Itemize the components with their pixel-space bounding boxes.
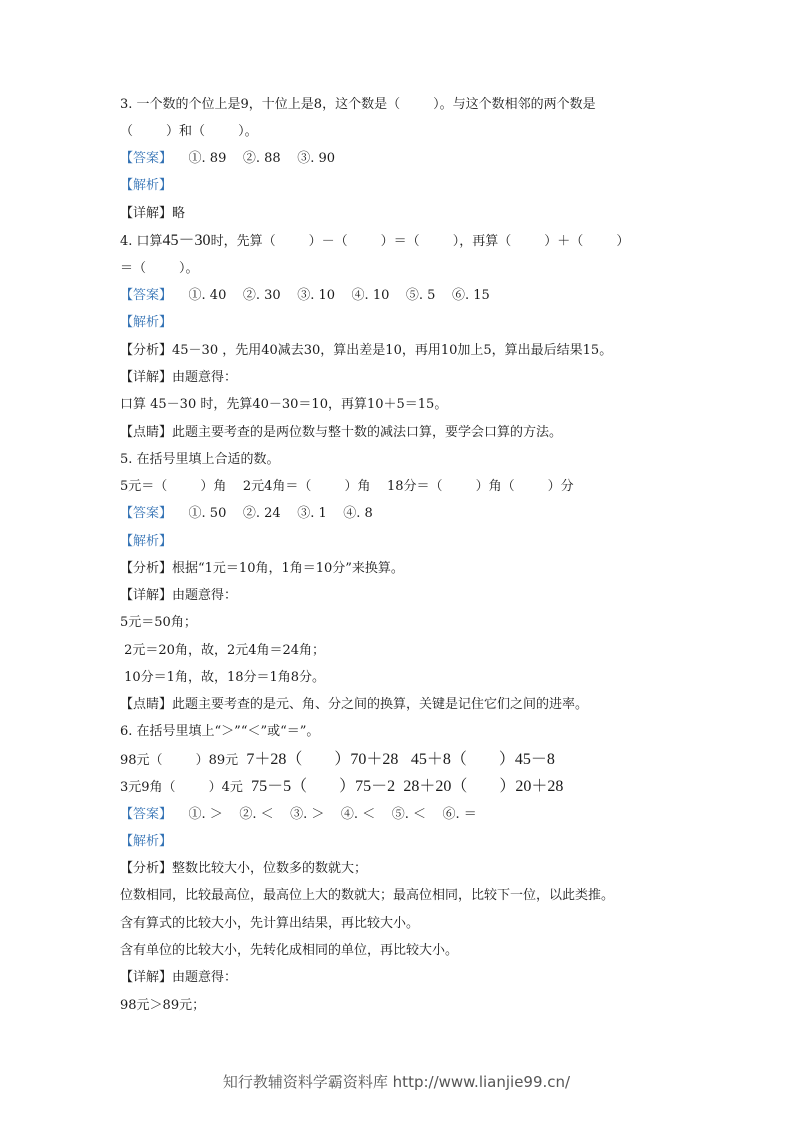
q6-calc-1: 98元＞89元； (120, 998, 206, 1013)
q5-calc-2: 2元＝20角，故，2元4角＝24角； (120, 643, 326, 658)
q6-item-5: 75－5（ ）75－2 (251, 778, 396, 795)
q5-answer (120, 505, 373, 523)
q6-fenxi-3: 含有算式的比较大小，先计算出结果，再比较大小。 (120, 916, 420, 931)
q6-analysis-tag: 【解析】 (120, 834, 173, 849)
q6-item-6: 28＋20（ ）20＋28 (403, 778, 564, 795)
q5-dianjing: 【点睛】此题主要考查的是元、角、分之间的换算，关键是记住它们之间的进率。 (120, 697, 589, 712)
q4-line-1 (120, 232, 629, 251)
q3-line-2: （ ）和（ ）。 (120, 124, 258, 139)
q4-prefix: 4. 口算 (120, 234, 163, 249)
q6-fenxi-2: 位数相同，比较最高位，最高位上大的数就大；最高位相同，比较下一位，以此类推。 (120, 888, 615, 903)
answer-values: ①. 89 ②. 88 ③. 90 (188, 151, 336, 166)
q4-answer (120, 287, 490, 305)
q6-item-2: 7＋28（ ）70＋28 (246, 751, 399, 768)
q5-xiangjie: 【详解】由题意得： (120, 588, 238, 603)
q4-suffix: 时，先算（ ）－（ ）＝（ ），再算（ ）＋（ ） (210, 234, 630, 249)
q4-analysis-tag: 【解析】 (120, 315, 173, 330)
q4-expression: 45－30 (162, 232, 211, 249)
q6-fenxi-4: 含有单位的比较大小，先转化成相同的单位，再比较大小。 (120, 943, 459, 958)
q4-fenxi: 【分析】45－30 ，先用40减去30，算出差是10，再用10加上5，算出最后结果15。 (120, 343, 613, 358)
q5-fenxi: 【分析】根据“1元＝10角，1角＝10分”来换算。 (120, 561, 404, 576)
answer-values: ①. 50 ②. 24 ③. 1 ④. 8 (188, 506, 373, 521)
q6-line-1: 6. 在括号里填上“＞”“＜”或“＝”。 (120, 724, 320, 739)
q6-answer (120, 806, 477, 824)
answer-values: ①. ＞ ②. ＜ ③. ＞ ④. ＜ ⑤. ＜ ⑥. ＝ (188, 807, 477, 822)
q5-analysis-tag: 【解析】 (120, 534, 173, 549)
q5-calc-3: 10分＝1角，故，18分＝1角8分。 (120, 670, 326, 685)
watermark-footer: 知行教辅资料学霸资料库 http://www.lianjie99.cn/ (222, 1073, 571, 1091)
answer-tag: 【答案】 (120, 506, 173, 521)
q3-answer (120, 150, 335, 168)
answer-tag: 【答案】 (120, 807, 173, 822)
q3-analysis-tag: 【解析】 (120, 178, 173, 193)
q6-xiangjie: 【详解】由题意得： (120, 970, 238, 985)
q5-line-2: 5元＝（ ）角 2元4角＝（ ）角 18分＝（ ）角（ ）分 (120, 479, 574, 494)
q4-calc: 口算 45－30 时，先算40－30＝10，再算10＋5＝15。 (120, 397, 448, 412)
q5-calc-1: 5元＝50角； (120, 615, 197, 630)
q6-row-1 (120, 751, 555, 770)
q6-item-3: 45＋8（ ）45－8 (410, 751, 555, 768)
q5-line-1: 5. 在括号里填上合适的数。 (120, 452, 280, 467)
q4-line-2: ＝（ ）。 (120, 261, 199, 276)
answer-tag: 【答案】 (120, 288, 173, 303)
q3-detail: 【详解】略 (120, 206, 186, 221)
q6-item-4: 3元9角（ ）4元 (120, 780, 243, 795)
q3-line-1: 3. 一个数的个位上是9，十位上是8，这个数是（ ）。与这个数相邻的两个数是 (120, 97, 596, 112)
q6-row-2 (120, 778, 563, 797)
q4-dianjing: 【点睛】此题主要考查的是两位数与整十数的减法口算，要学会口算的方法。 (120, 425, 563, 440)
q6-item-1: 98元（ ）89元 (120, 753, 239, 768)
q6-fenxi-1: 【分析】整数比较大小，位数多的数就大； (120, 861, 368, 876)
answer-tag: 【答案】 (120, 151, 173, 166)
q4-xiangjie: 【详解】由题意得： (120, 370, 238, 385)
answer-values: ①. 40 ②. 30 ③. 10 ④. 10 ⑤. 5 ⑥. 15 (188, 288, 490, 303)
